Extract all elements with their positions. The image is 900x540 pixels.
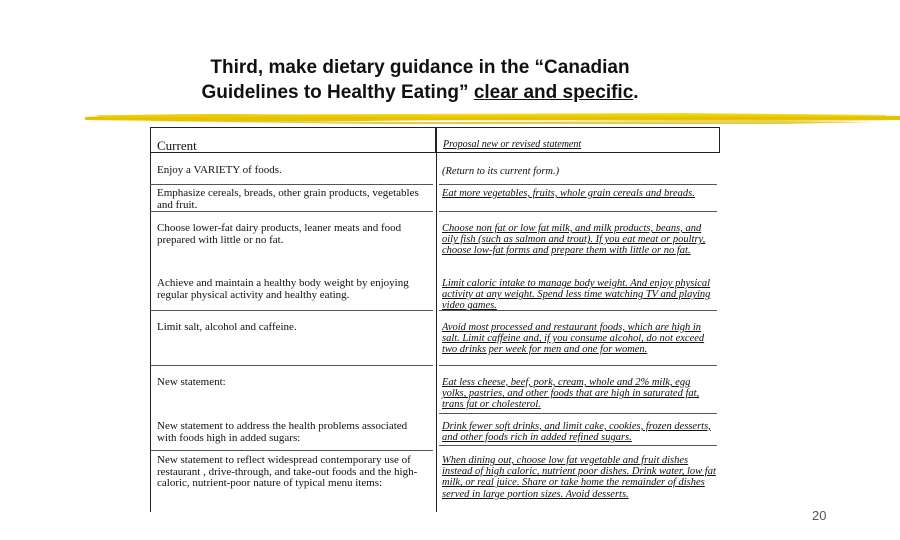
row-divider [150,184,433,185]
slide-title [120,55,720,105]
row-5-current: Limit salt, alcohol and caffeine. [157,321,297,333]
row-5-proposal: Avoid most processed and restaurant foods, which are high in salt. Limit caffeine and, if you consume alcohol, do not exceed two drinks per week for men and one for women. [442,322,705,356]
row-6-current: New statement: [157,376,226,388]
row-divider [150,310,433,311]
row-6-proposal: Eat less cheese, beef, pork, cream, whole and 2% milk, egg yolks, pastries, and other foods that are high in saturated fat, trans fat or cholesterol. [442,377,700,411]
guidelines-table [150,127,720,512]
title-line-2-start: Guidelines to Healthy Eating” [201,82,474,103]
row-divider [439,184,717,185]
yellow-brush-divider [85,110,900,126]
row-1-current: Enjoy a VARIETY of foods. [157,164,282,176]
row-8-current: New statement to reflect widespread contemporary use of restaurant , drive-through, and take-out foods and the high-caloric, nutrient-poor nature of typical menu items: [157,454,418,489]
row-divider [150,365,433,366]
row-3-current: Choose lower-fat dairy products, leaner meats and food prepared with little or no fat. [157,222,402,246]
row-divider [150,450,433,451]
page-number: 20 [812,508,827,523]
row-divider [439,365,717,366]
header-proposal-label: Proposal new or revised statement [443,139,582,150]
row-2-proposal: Eat more vegetables, fruits, whole grain cereals and breads. [442,188,695,199]
row-7-proposal: Drink fewer soft drinks, and limit cake, cookies, frozen desserts, and other foods rich in added refined sugars. [442,421,711,444]
table-column-divider [436,127,437,512]
header-current [150,127,436,153]
row-divider [150,211,433,212]
row-divider [439,211,717,212]
row-4-proposal: Limit caloric intake to manage body weight. And enjoy physical activity at any weight. Spend less time watching TV and playing video games. [442,278,711,312]
row-divider [439,413,717,414]
title-line-2-end: . [633,82,639,103]
row-8-proposal: When dining out, choose low fat vegetable and fruit dishes instead of high caloric, nutrient poor dishes. Drink water, low fat milk, or real juice. Share or take home the remainder of dishes served in large portion sizes. Avoid desserts. [442,455,716,500]
header-current-label: Current [157,138,197,153]
title-line-2 [120,80,720,105]
row-4-current: Achieve and maintain a healthy body weight by enjoying regular physical activity and healthy eating. [157,277,409,301]
row-2-current: Emphasize cereals, breads, other grain products, vegetables and fruit. [157,187,419,211]
title-emphasis: clear and specific [473,82,634,103]
row-1-proposal: (Return to its current form.) [442,166,560,177]
row-divider [439,445,717,446]
row-3-proposal: Choose non fat or low fat milk, and milk products, beans, and oily fish (such as salmon and trout). If you eat meat or poultry, choose low-fat forms and prepare them with little or no fat. [442,223,706,257]
title-line-1: Third, make dietary guidance in the “Canadian [210,57,630,78]
header-proposal [436,127,720,153]
row-7-current: New statement to address the health problems associated with foods high in added sugars: [157,420,408,444]
